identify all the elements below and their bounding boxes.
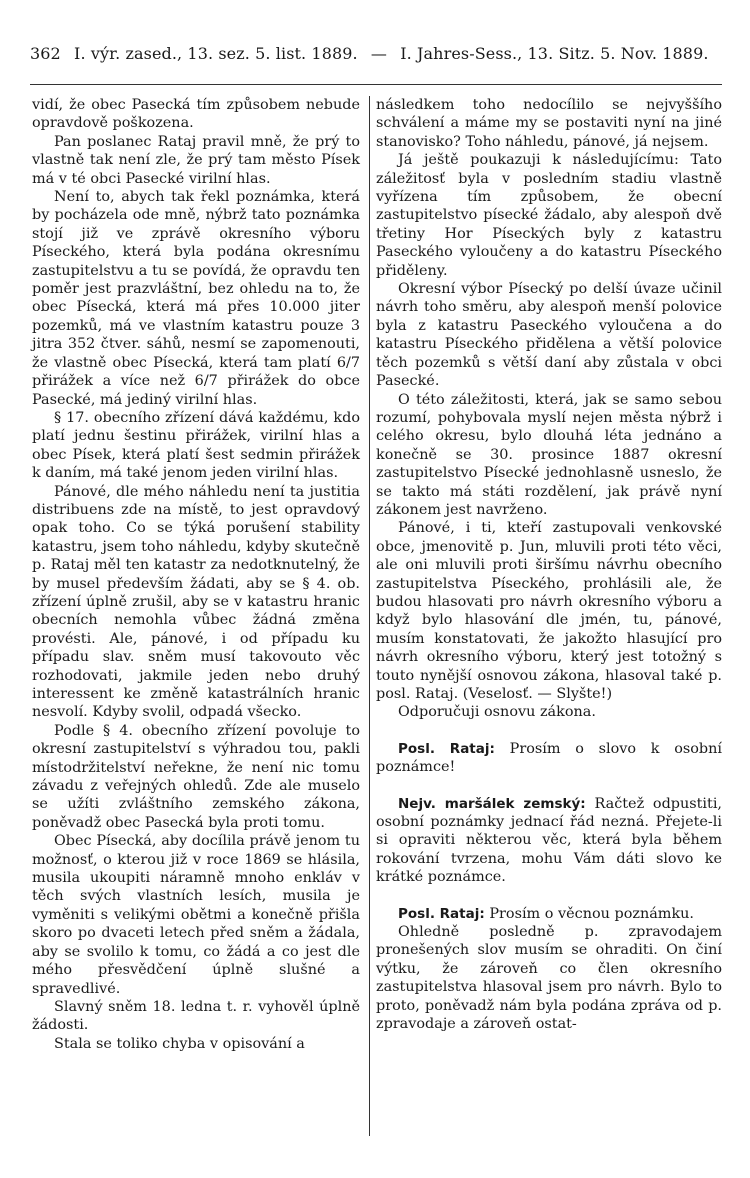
speech-text: Prosím o slovo k osobní poznámce! [376, 740, 723, 776]
page-header [30, 44, 720, 64]
speech-text: Prosím o věcnou poznámku. [489, 905, 695, 922]
paragraph: následkem toho nedocílilo se nejvyššího schválení a máme my se postaviti nyní na jiné stanovisko? Toho náhledu, pánové, já nejsem. [376, 97, 722, 150]
paragraph: Pánové, dle mého náhledu není ta justitia distribuens zde na místě, to jest opravdový opak toho. Co se týká porušení stability katastru, jsem toho náhledu, kdyby skutečně p. Rataj měl ten katastr za nedotknutelný, že by musel především žádati, aby se § 4. ob. zřízení úplně zrušil, aby se v katastru hranic obecních nemohla vůbec žádná změna provésti. Ale, pánové, i od případu ku případu slav. sněm musí takovouto věc rozhodovati, jakmile jeden nebo druhý interessent ke změně katastrálních hranic nesvolí. Kdyby svolil, odpadá všecko. [32, 483, 360, 721]
closing-line: Odporučuji osnovu zákona. [398, 704, 596, 721]
header-czech: I. výr. zased., 13. sez. 5. list. 1889. [74, 44, 358, 63]
paragraph: Já ještě poukazuji k následujícímu: Tato záležitosť byla v posledním stadiu vlastně vyřízena tím způsobem, že obecní zastupitelstvo písecké žádalo, aby alespoň dvě třetiny Hor Píseckých byly z katastru Paseckého vyloučeny a do katastru Píseckého přiděleny. [376, 152, 722, 279]
paragraph: Ohledně posledně p. zpravodajem pronešených slov musím se ohraditi. On činí výtku, že zároveň co člen okresního zastupitelstva hlasoval jsem pro návrh. Bylo to proto, poněvadž nám byla podána zpráva od p. zpravodaje a zároveň ostat- [376, 924, 722, 1033]
paragraph: Okresní výbor Písecký po delší úvaze učinil návrh toho směru, aby alespoň menší polovice byla z katastru Paseckého vyloučena a do katastru Píseckého přidělena a větší polovice těch pozemků s větší daní aby zůstala v obci Pasecké. [376, 281, 722, 390]
header-rule [30, 84, 722, 85]
paragraph: § 17. obecního zřízení dává každému, kdo platí jednu šestinu přirážek, virilní hlas a obec Písek, která platí šest sedmin přirážek k daním, má také jenom jeden virilní hlas. [32, 409, 360, 482]
left-column [32, 96, 360, 1053]
paragraph: Podle § 4. obecního zřízení povoluje to okresní zastupitelství s výhradou tou, pakli místodržitelství neřekne, že není nic tomu závadu z veřejných ohledů. Zde ale muselo se užíti zvláštního zemského zákona, poněvadž obec Pasecká byla proti tomu. [32, 722, 360, 831]
right-column [376, 96, 722, 1034]
column-divider [369, 96, 370, 1136]
paragraph: Obec Písecká, aby docílila právě jenom tu možnosť, o kterou již v roce 1869 se hlásila, musila ukoupiti náramně mnoho enkláv v těch svých vlastních lesích, musila je vyměniti s velikými obětmi a konečně přišla skoro po dvaceti letech před sněm a žádala, aby se svolilo k tomu, co žádá a co jest dle mého přesvědčení úplně slušné a spravedlivé. [32, 833, 360, 997]
speech-rataj-1 [376, 740, 722, 777]
header-german: I. Jahres-Sess., 13. Sitz. 5. Nov. 1889. [400, 44, 709, 63]
speaker-name: Posl. Rataj: [398, 905, 485, 922]
paragraph: Není to, abych tak řekl poznámka, která by pocházela ode mně, nýbrž tato poznámka stojí již ve zprávě okresního výboru Píseckého, která byla podána okresnímu zastupitelstvu a tu se povídá, že opravdu ten poměr jest prazvláštní, bez ohledu na to, že obec Písecká, která má přes 10.000 jiter pozemků, má ve vlastním katastru pouze 3 jitra 352 čtver. sáhů, nesmí se zapomenouti, že vlastně obec Písecká, která tam platí 6/7 přirážek a více než 6/7 přirážek do obce Pasecké, má jediný virilní hlas. [32, 189, 360, 408]
speaker-name: Posl. Rataj: [398, 740, 495, 757]
speech-marshal [376, 795, 722, 887]
paragraph: vidí, že obec Pasecká tím způsobem nebude opravdově poškozena. [32, 97, 360, 132]
paragraph: O této záležitosti, která, jak se samo sebou rozumí, pohybovala myslí nejen města nýbrž i celého okresu, bylo dlouhá léta jednáno a konečně se 30. prosince 1887 okresní zastupitelstvo Písecké jednohlasně usneslo, že se takto má státi rozdělení, jak právě nyní zákonem jest navrženo. [376, 391, 722, 518]
speaker-name: Nejv. maršálek zemský: [398, 795, 586, 812]
paragraph: Pánové, i ti, kteří zastupovali venkovské obce, jmenovitě p. Jun, mluvili proti této věci, ale oni mluvili proti širšímu návrhu obecního zastupitelstva Píseckého, prohlásili ale, že budou hlasovati pro návrh okresního výboru a když bylo hlasování dle jmén, tu, pánové, musím konstatovati, že jakožto hlasující pro návrh okresního výboru, který jest totožný s touto nynější osnovou zákona, hlasoval také p. posl. Rataj. (Veselosť. — Slyšte!) [376, 520, 722, 702]
paragraph: Slavný sněm 18. ledna t. r. vyhověl úplně žádosti. [32, 998, 360, 1034]
paragraph: Pan poslanec Rataj pravil mně, že prý to vlastně tak není zle, že prý tam město Písek má v té obci Pasecké virilní hlas. [32, 133, 360, 187]
header-dash: — [370, 44, 388, 63]
paragraph: Stala se toliko chyba v opisování a [54, 1035, 305, 1052]
page-number: 362 [30, 44, 61, 63]
speech-rataj-2 [376, 905, 722, 923]
speech-text: Račtež odpustiti, osobní poznámky jednací řád nezná. Přejete-li si opraviti některou věc, která byla během rokování tvrzena, mohu Vám dáti slovo ke krátké poznámce. [376, 795, 722, 886]
